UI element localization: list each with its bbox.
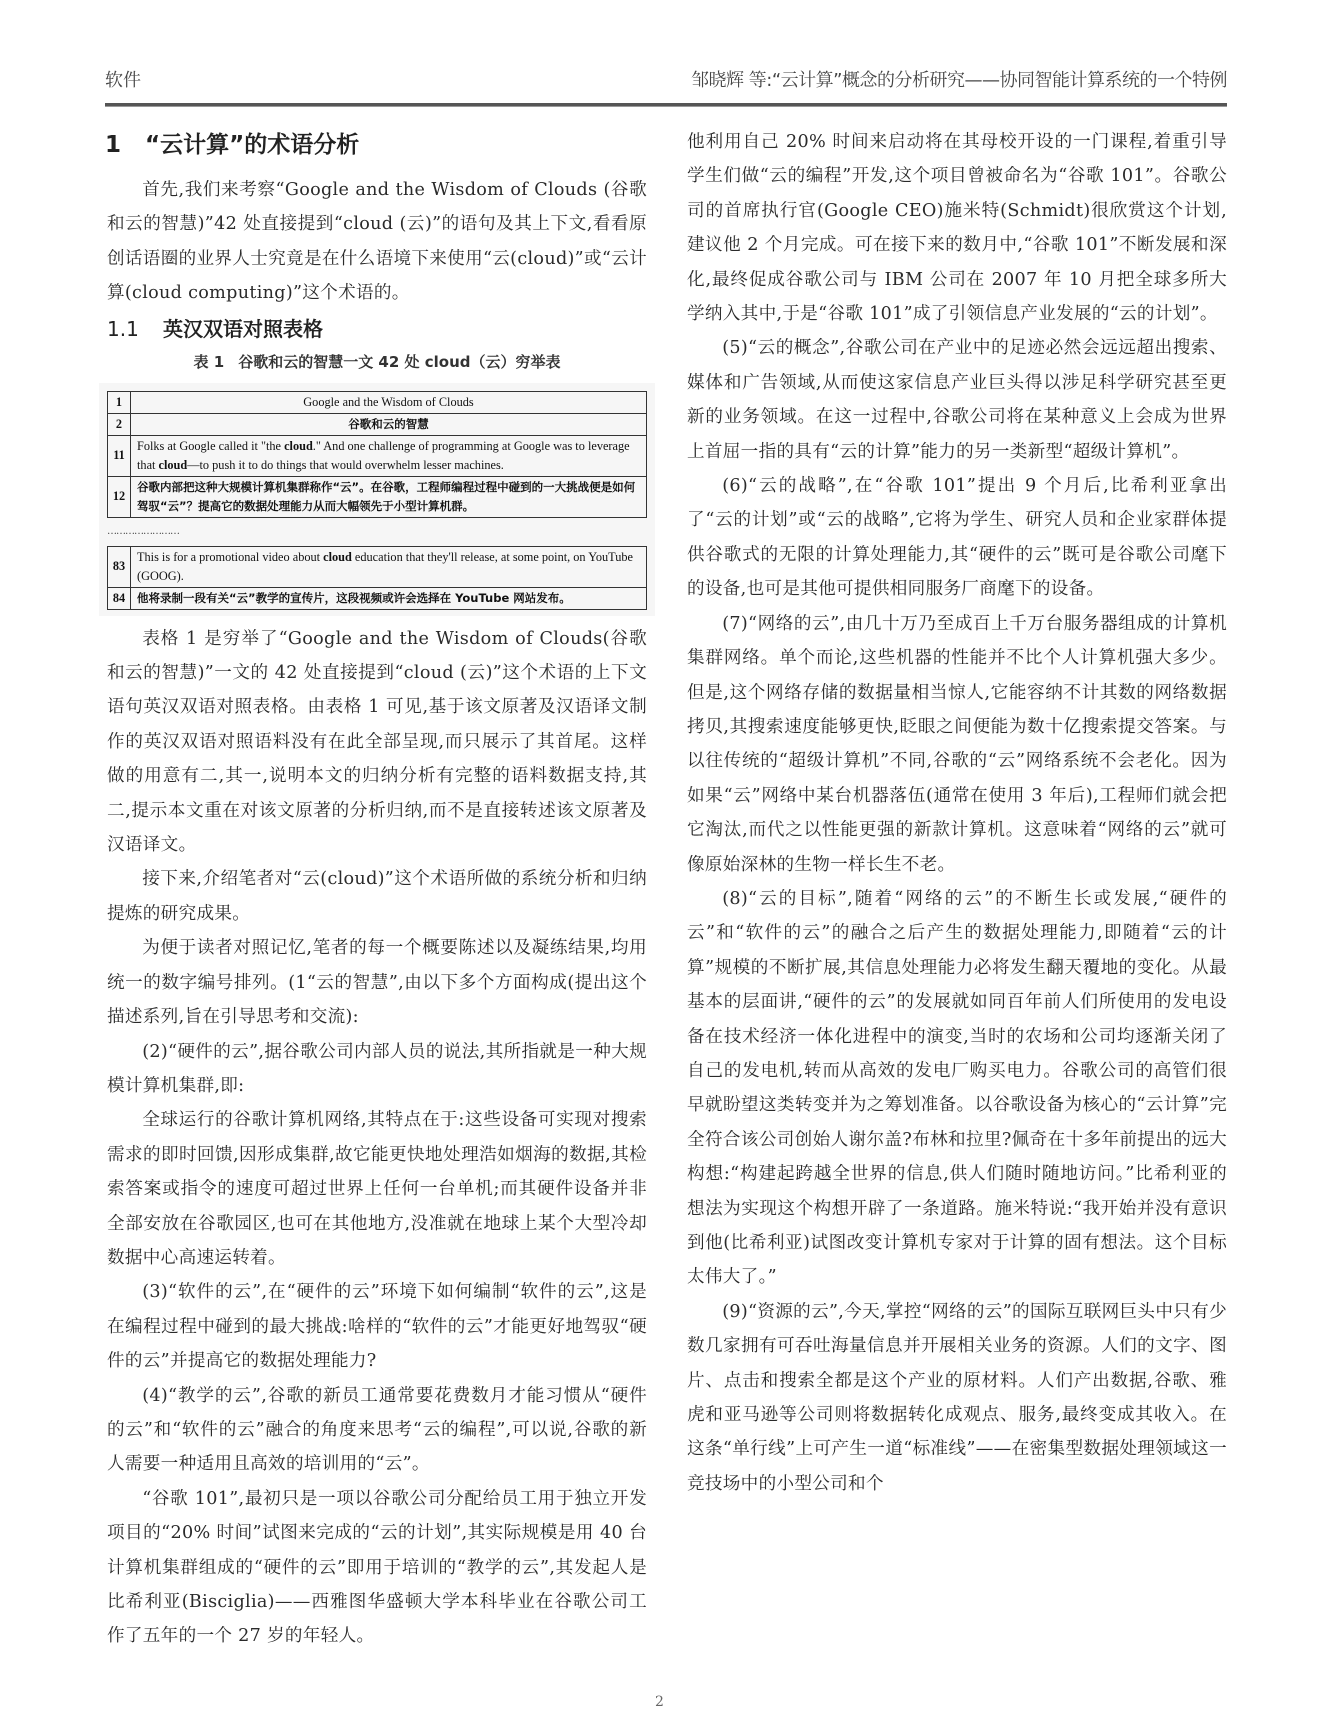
table-caption — [107, 347, 647, 377]
row-text: 他将录制一段有关“云”教学的宣传片，这段视频或许会选择在 YouTube 网站发布。 — [131, 587, 647, 609]
table-bottom — [107, 546, 647, 610]
body-paragraph: (5)“云的概念”,谷歌公司在产业中的足迹必然会远远超出搜索、媒体和广告领域,从而使这家信息产业巨头得以涉足科学研究甚至更新的业务领域。在这一过程中,谷歌公司将在某种意义上会成为世界上首屈一指的具有“云的计算”能力的另一类新型“超级计算机”。 — [687, 338, 1227, 462]
row-number: 84 — [108, 587, 131, 609]
table-row — [108, 587, 647, 609]
row-number: 2 — [108, 413, 131, 435]
bold-term: cloud — [158, 457, 188, 472]
row-number: 1 — [108, 391, 131, 413]
row-text: Google and the Wisdom of Clouds — [131, 391, 647, 413]
body-paragraph: 接下来,介绍笔者对“云(cloud)”这个术语所做的系统分析和归纳提炼的研究成果。 — [107, 869, 647, 924]
subsection-number: 1.1 — [107, 316, 139, 341]
subsection-heading — [107, 311, 647, 347]
row-text: 谷歌和云的智慧 — [131, 413, 647, 435]
bold-term: cloud — [323, 549, 352, 564]
table-row — [108, 413, 647, 435]
table-caption-text: 谷歌和云的智慧一文 42 处 cloud（云）穷举表 — [238, 352, 561, 371]
body-paragraph: (4)“教学的云”,谷歌的新员工通常要花费数月才能习惯从“硬件的云”和“软件的云”融合的角度来思考“云的编程”,可以说,谷歌的新人需要一种适用且高效的培训用的“云”。 — [107, 1385, 647, 1475]
text-run: ." And one challenge of programming at Google was to leverage that — [137, 438, 630, 472]
journal-name: 软件 — [105, 70, 141, 91]
table-top — [107, 391, 647, 518]
header-rule — [105, 103, 1227, 107]
right-column — [687, 125, 1227, 1501]
body-paragraph: 表格 1 是穷举了“Google and the Wisdom of Clouds(谷歌和云的智慧)”一文的 42 处直接提到“cloud (云)”这个术语的上下文语句英汉双语对照表格。由表格 1 可见,基于该文原著及汉语译文制作的英汉双语对照语料没有在此全部呈现,而只展示了其首尾。这样做的用意有二,其一,说明本文的归纳分析有完整的语料数据支持,其二,提示本文重在对该文原著的分析归纳,而不是直接转述该文原著及汉语译文。 — [107, 628, 647, 856]
table-1 — [99, 383, 655, 616]
row-number: 12 — [108, 476, 131, 517]
body-paragraph: (8)“云的目标”,随着“网络的云”的不断生长或发展,“硬件的云”和“软件的云”的融合之后产生的数据处理能力,即随着“云的计算”规模的不断扩展,其信息处理能力必将发生翻天覆地的变化。从最基本的层面讲,“硬件的云”的发展就如同百年前人们所使用的发电设备在技术经济一体化进程中的演变,当时的农场和公司均逐渐关闭了自己的发电机,转而从高效的发电厂购买电力。谷歌公司的高管们很早就盼望这类转变并为之筹划准备。以谷歌设备为核心的“云计算”完全符合该公司创始人谢尔盖?布林和拉里?佩奇在十多年前提出的远大构想:“构建起跨越全世界的信息,供人们随时随地访问。”比希利亚的想法为实现这个构想开辟了一条道路。施米特说:“我开始并没有意识到他(比希利亚)试图改变计算机专家对于计算的固有想法。这个目标太伟大了。” — [687, 888, 1227, 1288]
table-row — [108, 476, 647, 517]
left-column — [107, 125, 647, 1654]
page-number: 2 — [655, 1694, 664, 1710]
body-paragraph: (9)“资源的云”,今天,掌控“网络的云”的国际互联网巨头中只有少数几家拥有可吞吐海量信息并开展相关业务的资源。人们的文字、图片、点击和搜索全都是这个产业的原材料。人们产出数据,谷歌、雅虎和亚马逊等公司则将数据转化成观点、服务,最终变成其收入。在这条“单行线”上可产生一道“标准线”——在密集型数据处理领域这一竞技场中的小型公司和个 — [687, 1301, 1227, 1494]
body-paragraph: (6)“云的战略”,在“谷歌 101”提出 9 个月后,比希利亚拿出了“云的计划”或“云的战略”,它将为学生、研究人员和企业家群体提供谷歌式的无限的计算处理能力,其“硬件的云”既可是谷歌公司麾下的设备,也可是其他可提供相同服务厂商麾下的设备。 — [687, 476, 1227, 600]
body-paragraph: “谷歌 101”,最初只是一项以谷歌公司分配给员工用于独立开发项目的“20% 时间”试图来完成的“云的计划”,其实际规模是用 40 台计算机集群组成的“硬件的云”即用于培训的“教学的云”,其发起人是比希利亚(Bisciglia)——西雅图华盛顿大学本科毕业在谷歌公司工作了五年的一个 27 岁的年轻人。 — [107, 1488, 647, 1647]
row-number: 11 — [108, 435, 131, 476]
bold-term: cloud — [284, 438, 313, 453]
subsection-title: 英汉双语对照表格 — [163, 316, 323, 341]
table-row — [108, 435, 647, 476]
table-ellipsis: …………………… — [107, 525, 179, 537]
body-paragraph: 为便于读者对照记忆,笔者的每一个概要陈述以及凝练结果,均用统一的数字编号排列。(1“云的智慧”,由以下多个方面构成(提出这个描述系列,旨在引导思考和交流): — [107, 938, 647, 1028]
intro-paragraph: 首先,我们来考察“Google and the Wisdom of Clouds (谷歌和云的智慧)”42 处直接提到“cloud (云)”的语句及其上下文,看看原创话语圈的业界人士究竟是在什么语境下来使用“云(cloud)”或“云计算(cloud computing)”这个术语的。 — [107, 180, 647, 304]
text-run: This is for a promotional video about — [137, 549, 324, 564]
section-number: 1 — [105, 132, 122, 158]
row-text — [131, 435, 647, 476]
body-paragraph: 全球运行的谷歌计算机网络,其特点在于:这些设备可实现对搜索需求的即时回馈,因形成集群,故它能更快地处理浩如烟海的数据,其检索答案或指令的速度可超过世界上任何一台单机;而其硬件设备并非全部安放在谷歌园区,也可在其他地方,没准就在地球上某个大型冷却数据中心高速运转着。 — [107, 1110, 647, 1268]
table-row — [108, 391, 647, 413]
row-number: 83 — [108, 546, 131, 587]
text-run: education that they'll release, at some point, on YouTube (GOOG). — [137, 549, 633, 583]
running-header — [105, 62, 1227, 96]
text-run: —to push it to do things that would overwhelm lesser machines. — [187, 457, 504, 472]
table-row — [108, 546, 647, 587]
body-paragraph: (2)“硬件的云”,据谷歌公司内部人员的说法,其所指就是一种大规模计算机集群,即: — [107, 1041, 647, 1096]
text-run: Folks at Google called it "the — [137, 438, 285, 453]
body-paragraph: (7)“网络的云”,由几十万乃至成百上千万台服务器组成的计算机集群网络。单个而论,这些机器的性能并不比个人计算机强大多少。但是,这个网络存储的数据量相当惊人,它能容纳不计其数的网络数据拷贝,其搜索速度能够更快,眨眼之间便能为数十亿搜索提交答案。与以往传统的“超级计算机”不同,谷歌的“云”网络系统不会老化。因为如果“云”网络中某台机器落伍(通常在使用 3 年后),工程师们就会把它淘汰,而代之以性能更强的新款计算机。这意味着“网络的云”就可像原始深林的生物一样长生不老。 — [687, 613, 1227, 875]
body-paragraph: (3)“软件的云”,在“硬件的云”环境下如何编制“软件的云”,这是在编程过程中碰到的最大挑战:啥样的“软件的云”才能更好地驾驭“硬件的云”并提高它的数据处理能力? — [107, 1282, 647, 1372]
body-paragraph: 他利用自己 20% 时间来启动将在其母校开设的一门课程,着重引导学生们做“云的编程”开发,这个项目曾被命名为“谷歌 101”。谷歌公司的首席执行官(Google CEO)施米特(Schmidt)很欣赏这个计划,建议他 2 个月完成。可在接下来的数月中,“谷歌 101”不断发展和深化,最终促成谷歌公司与 IBM 公司在 2007 年 10 月把全球多所大学纳入其中,于是“谷歌 101”成了引领信息产业发展的“云的计划”。 — [687, 132, 1227, 325]
section-title: “云计算”的术语分析 — [145, 132, 360, 158]
section-heading — [105, 125, 647, 165]
table-label: 表 1 — [193, 352, 225, 371]
row-text: 谷歌内部把这种大规模计算机集群称作“云”。在谷歌，工程师编程过程中碰到的一大挑战便是如何驾驭“云”？提高它的数据处理能力从而大幅领先于小型计算机群。 — [131, 476, 647, 517]
row-text — [131, 546, 647, 587]
running-title: 邹晓辉 等:“云计算”概念的分析研究——协同智能计算系统的一个特例 — [691, 70, 1227, 91]
